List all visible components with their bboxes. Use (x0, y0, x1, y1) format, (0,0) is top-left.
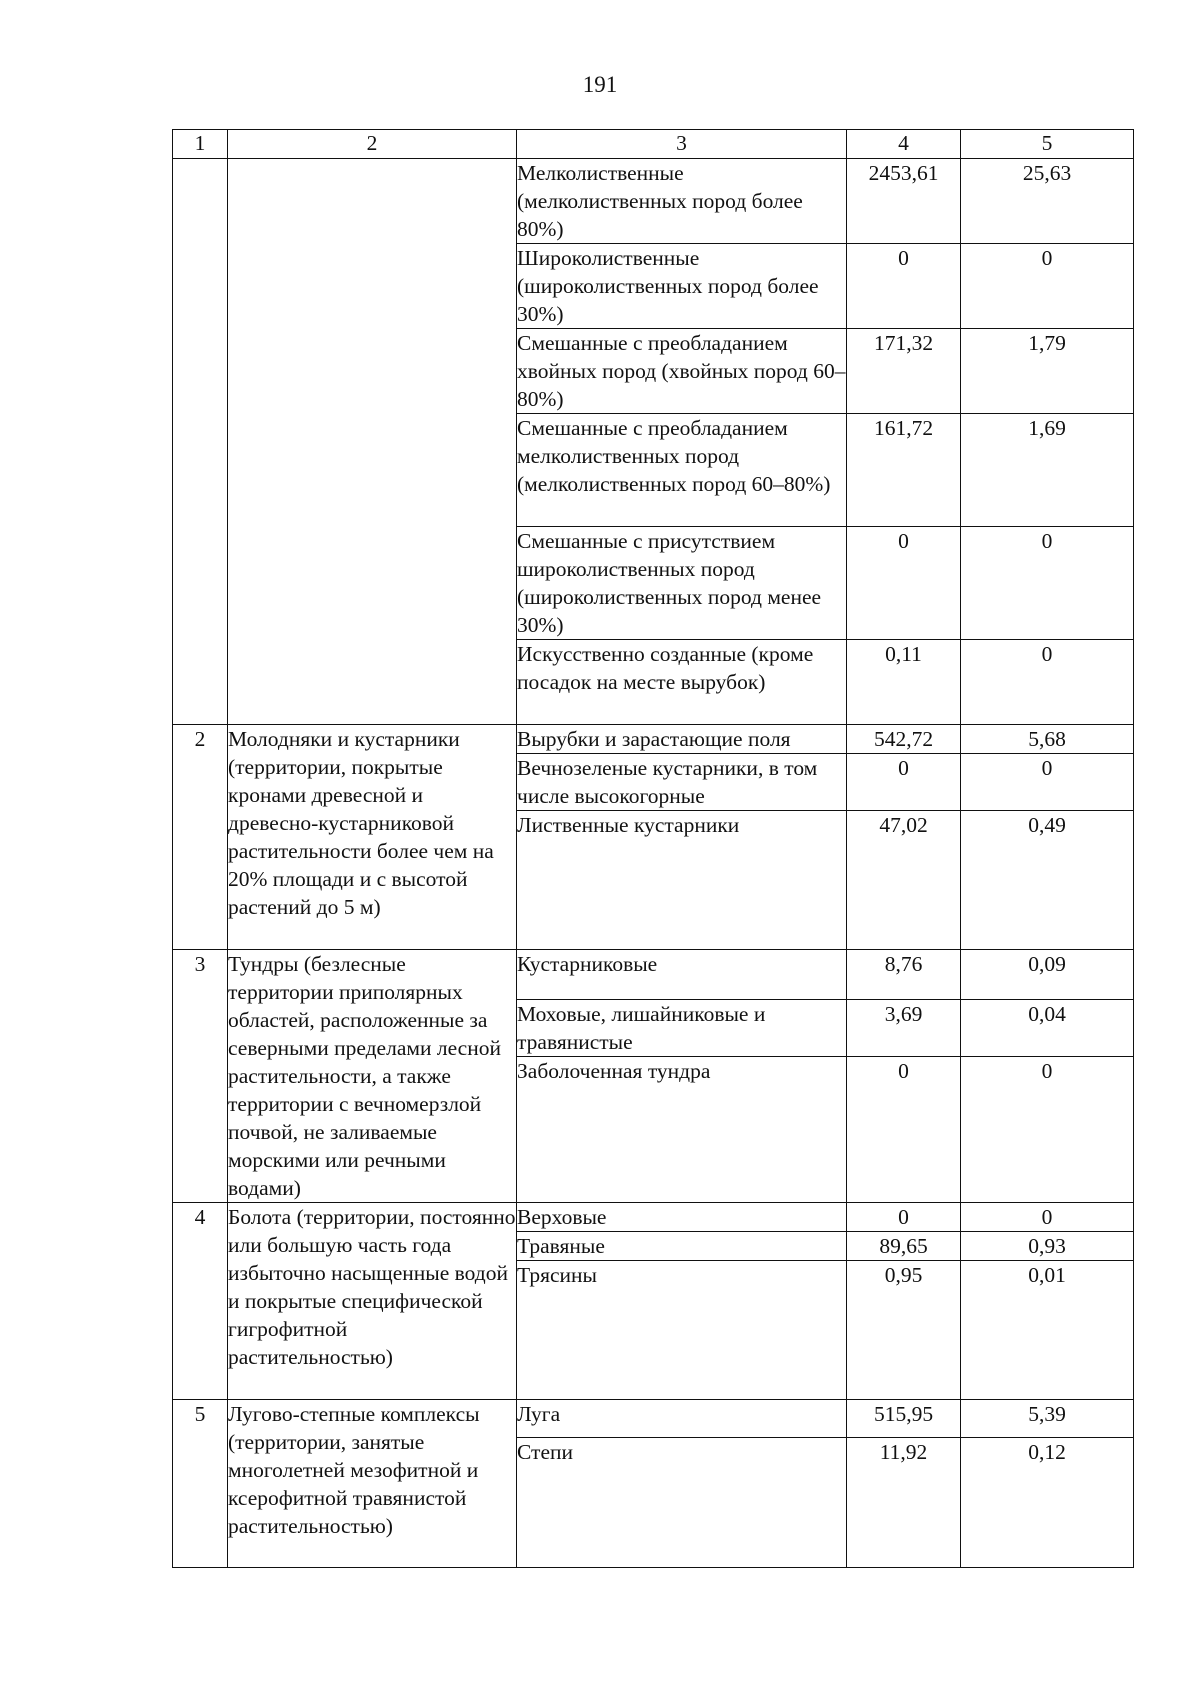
subtype-cell: Смешанные с присутствием широколиственных пород (широколиственных пород менее 30%) (517, 527, 847, 640)
subtype-cell: Смешанные с преобладанием хвойных пород (хвойных пород 60–80%) (517, 329, 847, 414)
subtype-cell: Заболоченная тундра (517, 1057, 847, 1203)
area-cell: 171,32 (847, 329, 961, 414)
percent-cell: 0,04 (961, 1000, 1134, 1057)
area-cell: 3,69 (847, 1000, 961, 1057)
empty-num-cell (173, 159, 228, 725)
area-cell: 0 (847, 754, 961, 811)
area-cell: 11,92 (847, 1438, 961, 1568)
area-cell: 47,02 (847, 811, 961, 950)
area-cell: 8,76 (847, 950, 961, 1000)
area-cell: 542,72 (847, 725, 961, 754)
category-cell: Болота (территории, постоянно или большую часть года избыточно насыщенные водой и покрытые специфической гигрофитной растительностью) (228, 1203, 517, 1400)
table-row (173, 159, 1134, 244)
page-number: 191 (582, 72, 618, 97)
column-number: 3 (517, 130, 847, 159)
area-cell: 0,11 (847, 640, 961, 725)
subtype-cell: Широколиственные (широколиственных пород более 30%) (517, 244, 847, 329)
percent-cell: 0 (961, 1203, 1134, 1232)
percent-cell: 5,39 (961, 1400, 1134, 1438)
subtype-cell: Луга (517, 1400, 847, 1438)
area-cell: 515,95 (847, 1400, 961, 1438)
group-number: 5 (173, 1400, 228, 1568)
group-number: 4 (173, 1203, 228, 1400)
table-row (173, 950, 1134, 1000)
percent-cell: 1,69 (961, 414, 1134, 527)
group-number: 3 (173, 950, 228, 1203)
column-number: 5 (961, 130, 1134, 159)
column-number: 2 (228, 130, 517, 159)
percent-cell: 0 (961, 754, 1134, 811)
percent-cell: 0,01 (961, 1261, 1134, 1400)
subtype-cell: Степи (517, 1438, 847, 1568)
subtype-cell: Вечнозеленые кустарники, в том числе высокогорные (517, 754, 847, 811)
percent-cell: 1,79 (961, 329, 1134, 414)
table-row (173, 1203, 1134, 1232)
table-row (173, 1400, 1134, 1438)
column-number: 4 (847, 130, 961, 159)
percent-cell: 0,93 (961, 1232, 1134, 1261)
percent-cell: 0,49 (961, 811, 1134, 950)
percent-cell: 0 (961, 244, 1134, 329)
column-number-row (173, 130, 1134, 159)
subtype-cell: Кустарниковые (517, 950, 847, 1000)
area-cell: 0 (847, 1203, 961, 1232)
area-cell: 161,72 (847, 414, 961, 527)
subtype-cell: Трясины (517, 1261, 847, 1400)
subtype-cell: Мелколиственные (мелколиственных пород более 80%) (517, 159, 847, 244)
subtype-cell: Верховые (517, 1203, 847, 1232)
subtype-cell: Вырубки и зарастающие поля (517, 725, 847, 754)
category-cell: Тундры (безлесные территории приполярных областей, расположенные за северными пределами лесной растительности, а также территории с вечномерзлой почвой, не заливаемые морскими или речными водами) (228, 950, 517, 1203)
percent-cell: 5,68 (961, 725, 1134, 754)
land-cover-table (172, 129, 1134, 1568)
area-cell: 0 (847, 244, 961, 329)
subtype-cell: Травяные (517, 1232, 847, 1261)
percent-cell: 0 (961, 640, 1134, 725)
subtype-cell: Искусственно созданные (кроме посадок на месте вырубок) (517, 640, 847, 725)
subtype-cell: Смешанные с преобладанием мелколиственных пород (мелколиственных пород 60–80%) (517, 414, 847, 527)
percent-cell: 0 (961, 1057, 1134, 1203)
area-cell: 89,65 (847, 1232, 961, 1261)
percent-cell: 0,12 (961, 1438, 1134, 1568)
area-cell: 2453,61 (847, 159, 961, 244)
area-cell: 0 (847, 527, 961, 640)
category-cell: Лугово-степные комплексы (территории, занятые многолетней мезофитной и ксерофитной травянистой растительностью) (228, 1400, 517, 1568)
percent-cell: 0,09 (961, 950, 1134, 1000)
subtype-cell: Моховые, лишайниковые и травянистые (517, 1000, 847, 1057)
empty-category-cell (228, 159, 517, 725)
subtype-cell: Лиственные кустарники (517, 811, 847, 950)
table-row (173, 725, 1134, 754)
percent-cell: 0 (961, 527, 1134, 640)
area-cell: 0,95 (847, 1261, 961, 1400)
percent-cell: 25,63 (961, 159, 1134, 244)
group-number: 2 (173, 725, 228, 950)
column-number: 1 (173, 130, 228, 159)
area-cell: 0 (847, 1057, 961, 1203)
category-cell: Молодняки и кустарники (территории, покрытые кронами древесной и древесно-кустарниковой растительности более чем на 20% площади и с высотой растений до 5 м) (228, 725, 517, 950)
